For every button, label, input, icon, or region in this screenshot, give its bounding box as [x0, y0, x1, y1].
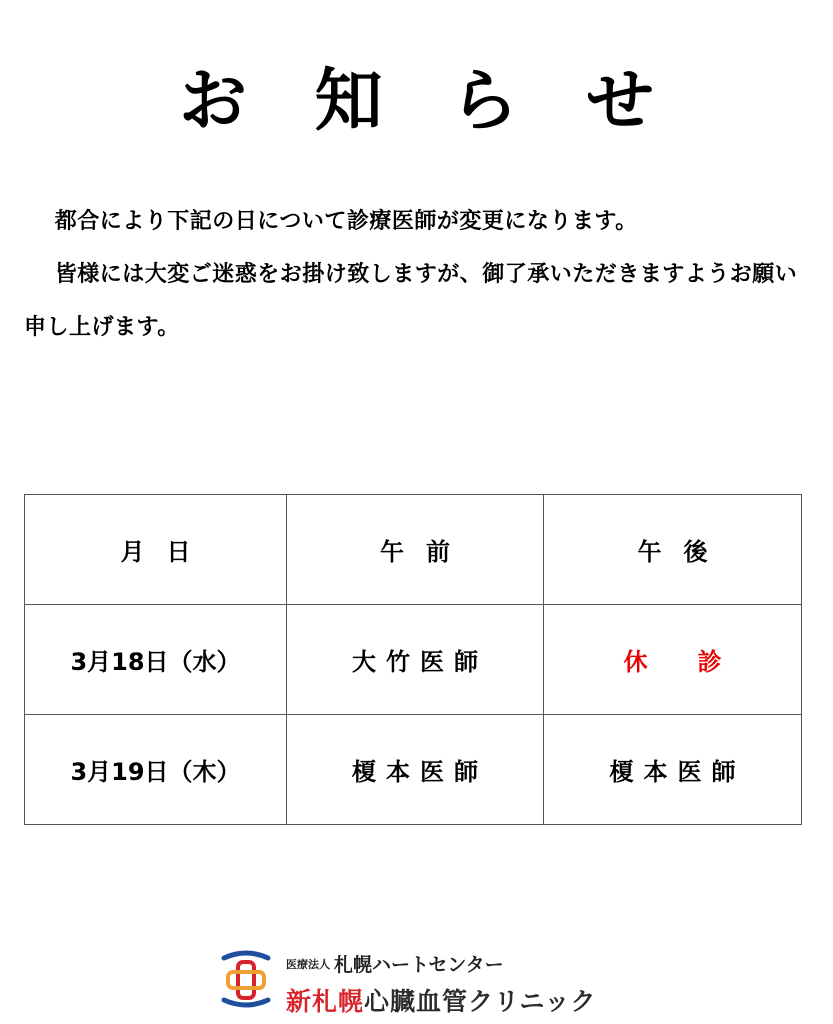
row-am-doctor: 榎本医師 [287, 715, 544, 825]
table-header-row [25, 495, 802, 605]
clinic-name-dark: 心臓血管クリニック [364, 987, 597, 1016]
org-name [286, 950, 504, 977]
table-row [25, 605, 802, 715]
org-prefix: 医療法人 [286, 958, 330, 971]
clinic-cross-logo-icon [218, 948, 274, 1010]
org-main-name: 札幌ハートセンター [334, 954, 504, 976]
page-title: お 知 ら せ [178, 62, 677, 141]
notice-paragraph-2: 皆様には大変ご迷惑をお掛け致しますが、御了承いただきますようお願い申し上げます。 [24, 262, 798, 340]
header-pm: 午後 [544, 495, 802, 605]
notice-body [24, 195, 814, 354]
row-date: 3月18日（水） [25, 605, 287, 715]
header-date: 月日 [25, 495, 287, 605]
notice-paragraph-1: 都合により下記の日について診療医師が変更になります。 [54, 209, 638, 234]
row-am-doctor: 大竹医師 [287, 605, 544, 715]
row-date: 3月19日（木） [25, 715, 287, 825]
clinic-name-red: 新札幌 [286, 987, 365, 1016]
header-am: 午前 [287, 495, 544, 605]
table-row [25, 715, 802, 825]
row-pm-closed: 休診 [544, 605, 802, 715]
clinic-name [286, 982, 597, 1018]
row-pm-doctor: 榎本医師 [544, 715, 802, 825]
schedule-table [24, 494, 802, 825]
